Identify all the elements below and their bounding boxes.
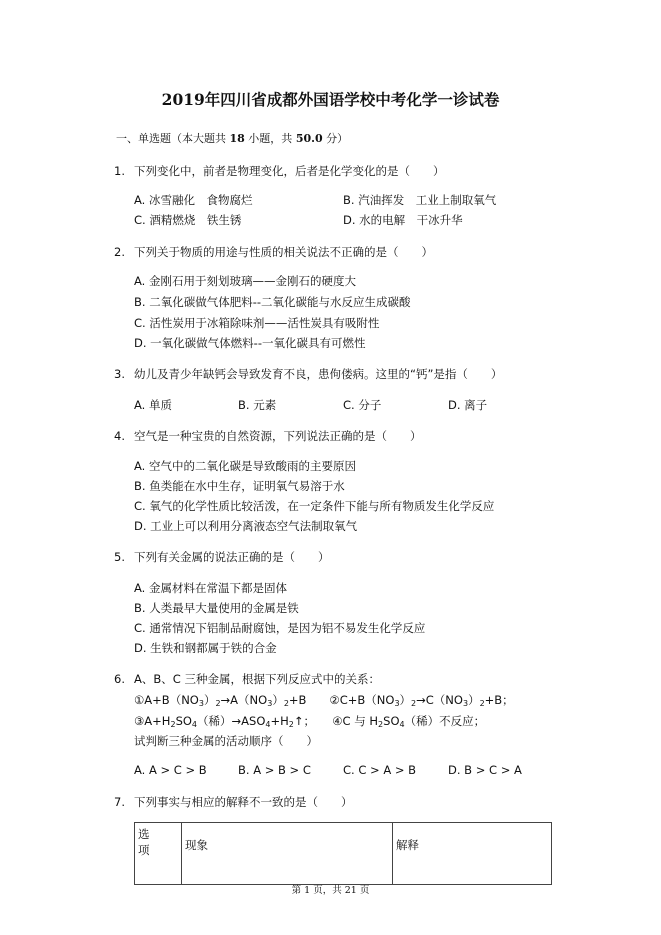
q6-option-c: C. C > A > B: [343, 763, 417, 777]
question-4: 4. 空气是一种宝贵的自然资源，下列说法正确的是（ ）: [114, 429, 422, 443]
table-header-explanation: 解释: [393, 823, 552, 885]
q6-option-a: A. A > C > B: [134, 763, 207, 777]
question-5: 5. 下列有关金属的说法正确的是（ ）: [114, 550, 330, 564]
q5-option-c: C. 通常情况下铝制品耐腐蚀，是因为铝不易发生化学反应: [134, 621, 426, 635]
question-6: 6. A、B、C 三种金属，根据下列反应式中的关系：: [114, 672, 380, 686]
q3-option-b: B. 元素: [238, 398, 277, 412]
q5-option-d: D. 生铁和钢都属于铁的合金: [134, 641, 277, 655]
question-3: 3. 幼儿及青少年缺钙会导致发育不良，患佝偻病。这里的“钙”是指（ ）: [114, 367, 503, 381]
page-footer: 第 1 页，共 21 页: [291, 885, 370, 896]
q5-option-b: B. 人类最早大量使用的金属是铁: [134, 601, 299, 615]
q3-option-c: C. 分子: [343, 398, 382, 412]
q1-option-a: A. 冰雪融化 食物腐烂: [134, 193, 253, 207]
q1-option-d: D. 水的电解 干冰升华: [343, 213, 463, 227]
q1-option-b: B. 汽油挥发 工业上制取氧气: [343, 193, 497, 207]
q2-option-b: B. 二氧化碳做气体肥料--二氧化碳能与水反应生成碳酸: [134, 295, 411, 309]
q6-equations-2: $③A+H_2SO_4$（稀）$\to ASO_4+H_2↑$； ④C 与 $H_2SO_4$（稀）不反应；: [134, 714, 486, 729]
q4-option-a: A. 空气中的二氧化碳是导致酸雨的主要原因: [134, 459, 356, 473]
question-1: 1. 下列变化中，前者是物理变化，后者是化学变化的是（ ）: [114, 164, 445, 178]
question-2: 2. 下列关于物质的用途与性质的相关说法不正确的是（ ）: [114, 245, 433, 259]
q3-option-d: D. 离子: [448, 398, 488, 412]
q4-option-d: D. 工业上可以利用分离液态空气法制取氧气: [134, 519, 358, 533]
q1-option-c: C. 酒精燃烧 铁生锈: [134, 213, 242, 227]
q2-option-a: A. 金刚石用于刻划玻璃——金刚石的硬度大: [134, 274, 356, 288]
q3-option-a: A. 单质: [134, 398, 172, 412]
q6-option-b: B. A > B > C: [238, 763, 311, 777]
q7-table: [134, 822, 552, 885]
q5-option-a: A. 金属材料在常温下都是固体: [134, 581, 287, 595]
q6-prompt: 试判断三种金属的活动顺序（ ）: [134, 734, 318, 748]
exam-title: 2019年四川省成都外国语学校中考化学一诊试卷: [161, 90, 500, 109]
q6-equations-1: $①A+B(NO_3)_2\to A(NO_3)_2+B$ $②C+B(NO_3)_2\to C(NO_3)_2+B$；: [134, 693, 514, 708]
question-7: 7. 下列事实与相应的解释不一致的是（ ）: [114, 795, 353, 809]
q4-option-b: B. 鱼类能在水中生存，证明氧气易溶于水: [134, 479, 345, 493]
table-row: [135, 823, 552, 885]
q2-option-d: D. 一氧化碳做气体燃料--一氧化碳具有可燃性: [134, 336, 366, 350]
q6-option-d: D. B > C > A: [448, 763, 522, 777]
table-header-phenomenon: 现象: [182, 823, 393, 885]
q2-option-c: C. 活性炭用于冰箱除味剂——活性炭具有吸附性: [134, 316, 380, 330]
section-heading: 一、单选题（本大题共 18 小题，共 50.0 分）: [116, 132, 349, 145]
q4-option-c: C. 氧气的化学性质比较活泼，在一定条件下能与所有物质发生化学反应: [134, 499, 495, 513]
table-header-option: 选 项: [135, 823, 182, 885]
